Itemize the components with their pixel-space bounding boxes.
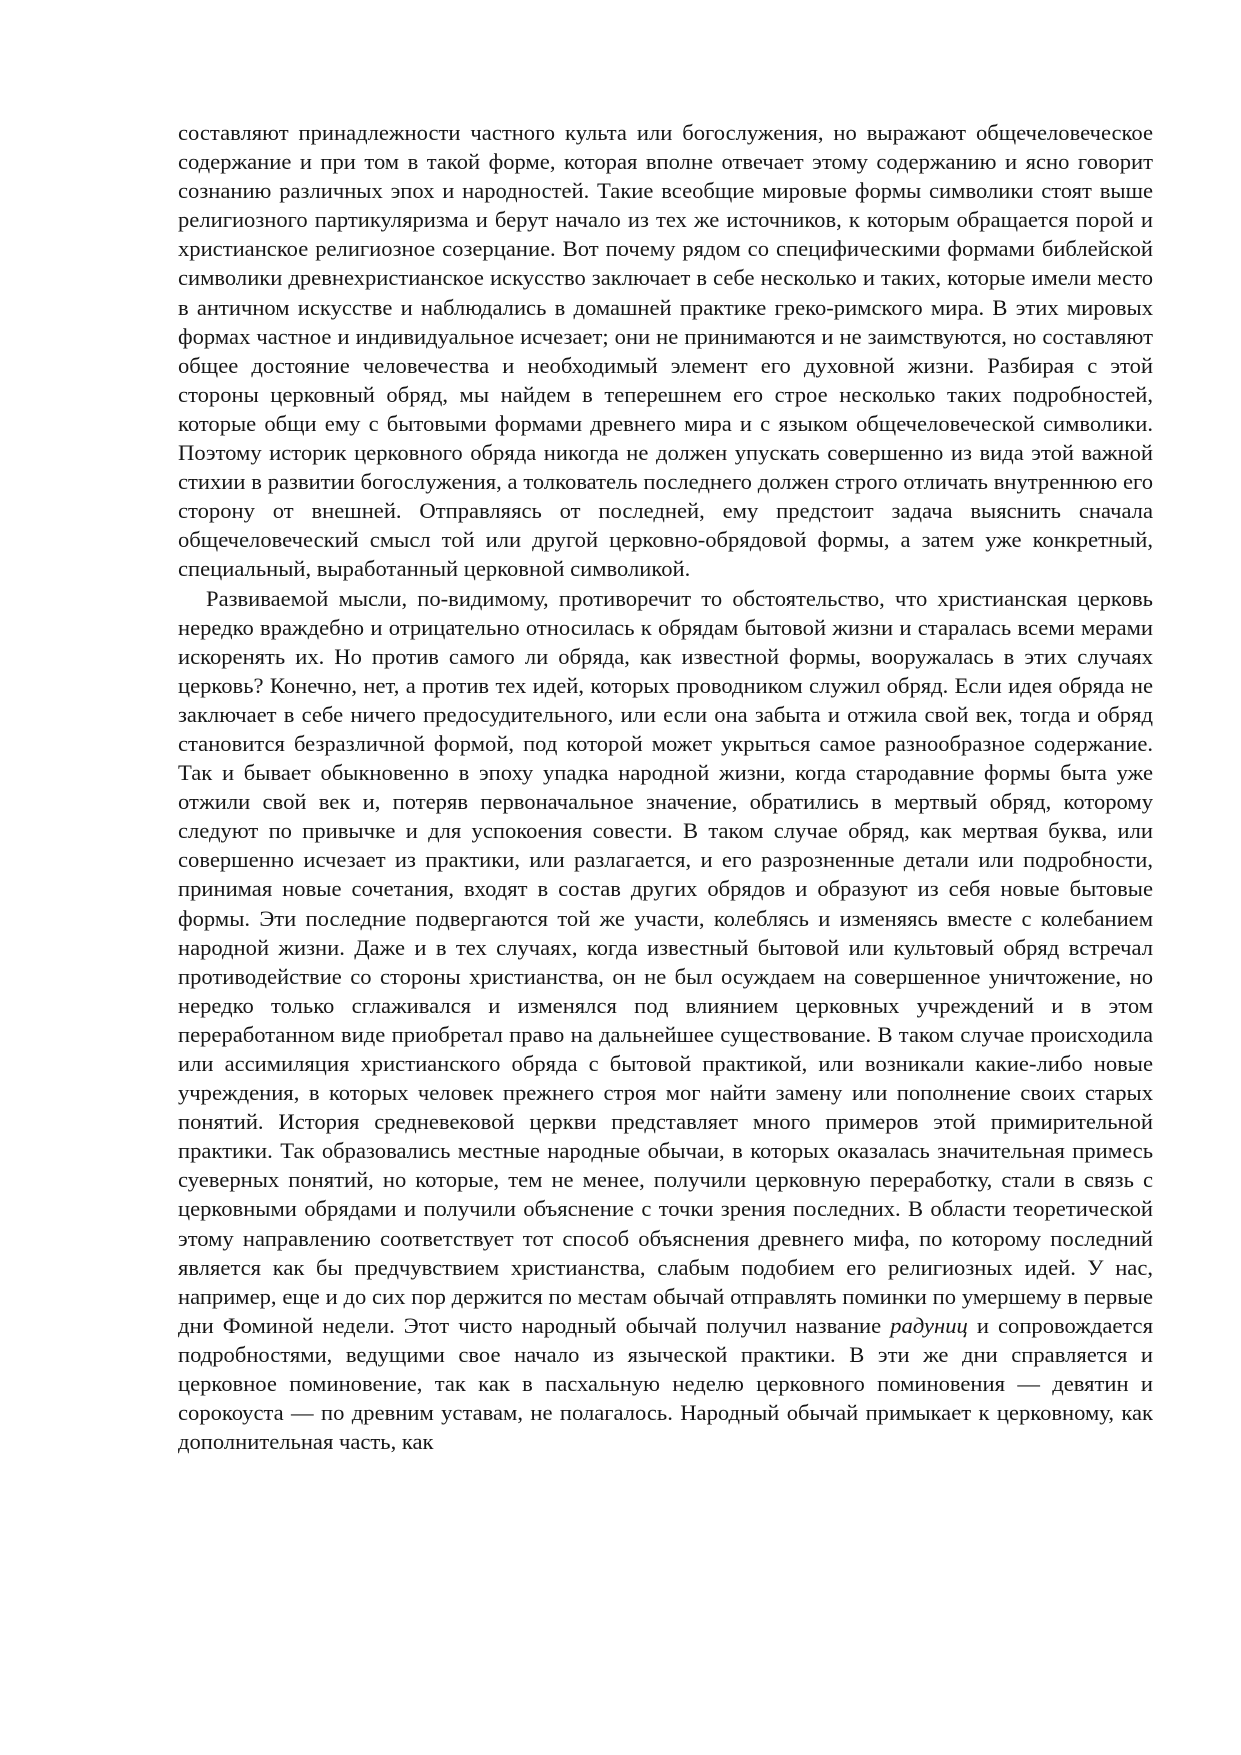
document-page	[178, 118, 1153, 1456]
paragraph-2	[178, 584, 1153, 1457]
paragraph-1-text: составляют принадлежности частного культа или богослужения, но выражают общечеловеческое содержание и при том в такой форме, которая вполне отвечает этому содержанию и ясно говорит сознанию различных эпох и народностей. Такие всеобщие мировые формы символики стоят выше религиозного партикуляризма и берут начало из тех же источников, к которым обращается порой и христианское религиозное созерцание. Вот почему рядом со специфическими формами библейской символики древнехристианское искусство заключает в себе несколько и таких, которые имели место в античном искусстве и наблюдались в домашней практике греко-римского мира. В этих мировых формах частное и индивидуальное исчезает; они не принимаются и не заимствуются, но составляют общее достояние человечества и необходимый элемент его духовной жизни. Разбирая с этой стороны церковный обряд, мы найдем в теперешнем его строе несколько таких подробностей, которые общи ему с бытовыми формами древнего мира и с языком общечеловеческой символики. Поэтому историк церковного обряда никогда не должен упускать совершенно из вида этой важной стихии в развитии богослужения, а толкователь последнего должен строго отличать внутреннюю его сторону от внешней. Отправляясь от последней, ему предстоит задача выяснить сначала общечеловеческий смысл той или другой церковно-обрядовой формы, а затем уже конкретный, специальный, выработанный церковной символикой.	[178, 120, 1153, 582]
paragraph-2-text-end: и сопровождается подробностями, ведущими свое начало из языческой практики. В эти же дни справляется и церковное поминовение, так как в пасхальную неделю церковного поминовения — девятин и сорокоуста — по древним уставам, не полагалось. Народный обычай примыкает к церковному, как дополнительная часть, как	[178, 1312, 1153, 1455]
paragraph-1	[178, 118, 1153, 584]
italic-term: радуниц	[890, 1312, 968, 1338]
paragraph-2-text-start: Развиваемой мысли, по-видимому, противоречит то обстоятельство, что христианская церковь нередко враждебно и отрицательно относилась к обрядам бытовой жизни и старалась всеми мерами искоренять их. Но против самого ли обряда, как известной формы, вооружалась в этих случаях церковь? Конечно, нет, а против тех идей, которых проводником служил обряд. Если идея обряда не заключает в себе ничего предосудительного, или если она забыта и отжила свой век, тогда и обряд становится безразличной формой, под которой может укрыться самое разнообразное содержание. Так и бывает обыкновенно в эпоху упадка народной жизни, когда стародавние формы быта уже отжили свой век и, потеряв первоначальное значение, обратились в мертвый обряд, которому следуют по привычке и для успокоения совести. В таком случае обряд, как мертвая буква, или совершенно исчезает из практики, или разлагается, и его разрозненные детали или подробности, принимая новые сочетания, входят в состав других обрядов и образуют из себя новые бытовые формы. Эти последние подвергаются той же участи, колеблясь и изменяясь вместе с колебанием народной жизни. Даже и в тех случаях, когда известный бытовой или культовый обряд встречал противодействие со стороны христианства, он не был осуждаем на совершенное уничтожение, но нередко только сглаживался и изменялся под влиянием церковных учреждений и в этом переработанном виде приобретал право на дальнейшее существование. В таком случае происходила или ассимиляция христианского обряда с бытовой практикой, или возникали какие-либо новые учреждения, в которых человек прежнего строя мог найти замену или пополнение своих старых понятий. История средневековой церкви представляет много примеров этой примирительной практики. Так образовались местные народные обычаи, в которых оказалась значительная примесь суеверных понятий, но которые, тем не менее, получили церковную переработку, стали в связь с церковными обрядами и получили объяснение с точки зрения последних. В области теоретической этому направлению соответствует тот способ объяснения древнего мифа, по которому последний является как бы предчувствием христианства, слабым подобием его религиозных идей. У нас, например, еще и до сих пор держится по местам обычай отправлять поминки по умершему в первые дни Фоминой недели. Этот чисто народный обычай получил название	[178, 585, 1153, 1338]
